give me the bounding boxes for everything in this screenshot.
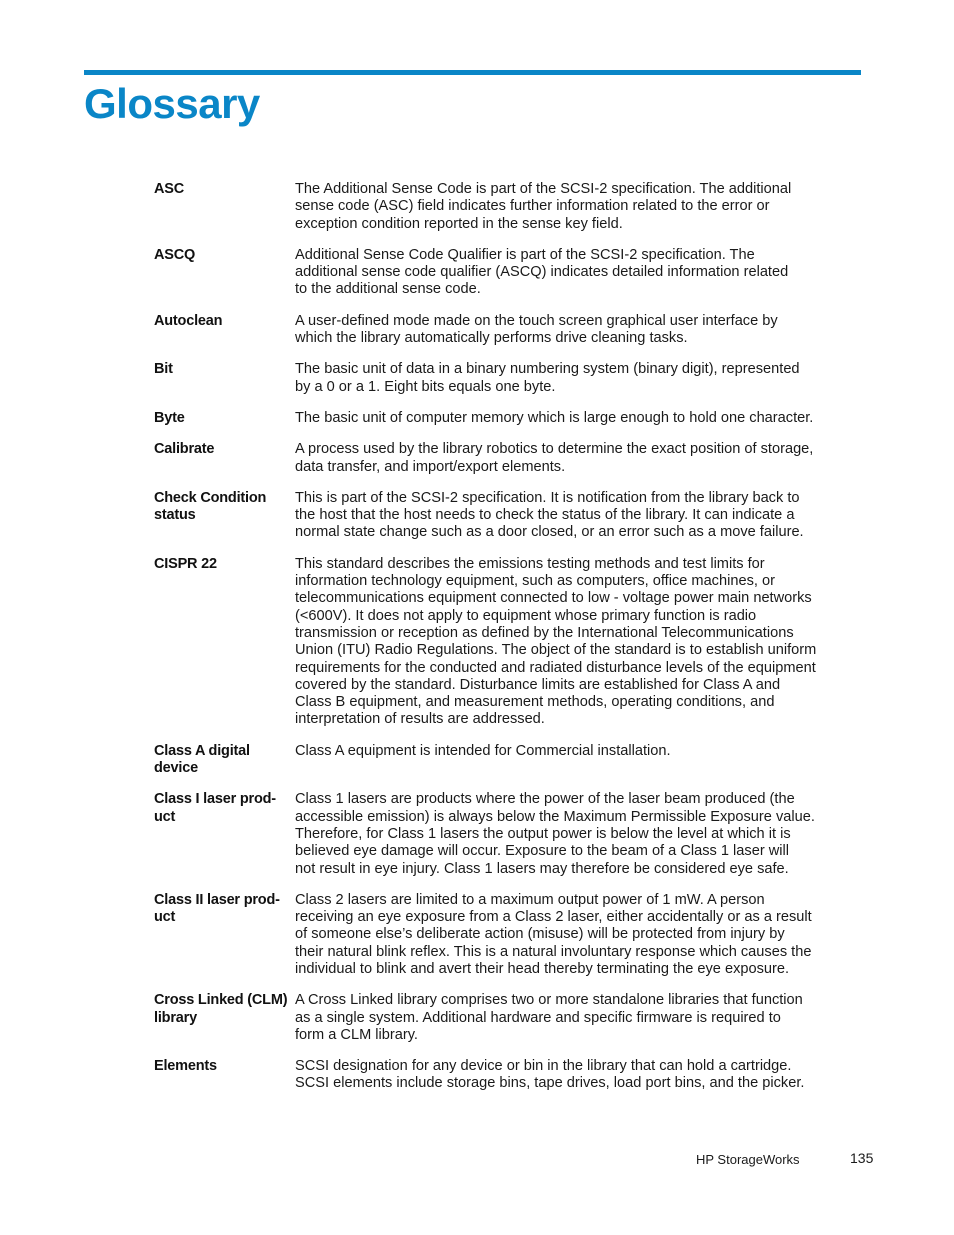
glossary-term: Autoclean: [154, 312, 223, 329]
glossary-term: ASC: [154, 181, 185, 197]
glossary-entry-cispr-22: [154, 556, 844, 729]
glossary-entry-class-i-laser-product: [154, 791, 844, 877]
glossary-definition: SCSI designation for any device or bin in the library that can hold a cartridge. SCSI elements include storage bins, tape drives, load port bins, and the picker.: [295, 1058, 805, 1092]
glossary-entry-autoclean: [154, 313, 844, 348]
title-rule: [84, 70, 861, 75]
page-number: 135: [850, 1150, 874, 1166]
glossary-definition: A Cross Linked library comprises two or more standalone libraries that function as a single system. Additional hardware and specific firmware is required to form a CLM library.: [295, 992, 803, 1043]
glossary-definition: This is part of the SCSI-2 specification. It is notification from the library back to the host that the host needs to check the status of the library. It can indicate a normal state change such as a door closed, or an error such as a move failure.: [295, 489, 804, 541]
glossary-list: [154, 181, 844, 1107]
glossary-term: Class I laser prod- uct: [154, 791, 276, 825]
glossary-definition: Class 1 lasers are products where the power of the laser beam produced (the accessible emission) is always below the Maximum Permissible Exposure value. Therefore, for Class 1 lasers the output power is below the level at which it is believed eye damage will occur. Exposure to the beam of a Class 1 laser will not result in eye injury. Class 1 lasers may therefore be considered eye safe.: [295, 791, 815, 877]
glossary-definition: Class 2 lasers are limited to a maximum output power of 1 mW. A person receiving an eye exposure from a Class 2 laser, either accidentally or as a result of someone else’s deliberate action (misuse) will be protected from injury by their natural blink reflex. This is a natural involuntary response which causes the individual to blink and avert their head thereby terminating the eye exposure.: [295, 891, 812, 977]
glossary-entry-class-ii-laser-product: [154, 892, 844, 978]
glossary-definition: The basic unit of computer memory which is large enough to hold one character.: [295, 409, 814, 426]
glossary-term: CISPR 22: [154, 555, 217, 572]
glossary-entry-byte: [154, 410, 844, 427]
page-title: Glossary: [84, 80, 260, 127]
glossary-term: Check Condition status: [154, 489, 267, 524]
glossary-entry-bit: [154, 361, 844, 396]
glossary-definition: The basic unit of data in a binary numbering system (binary digit), represented by a 0 or a 1. Eight bits equals one byte.: [295, 361, 800, 395]
glossary-term: Byte: [154, 409, 185, 426]
glossary-definition: A user-defined mode made on the touch screen graphical user interface by which the library automatically performs drive cleaning tasks.: [295, 312, 778, 347]
glossary-definition: The Additional Sense Code is part of the SCSI-2 specification. The additional sense code (ASC) field indicates further information related to the error or exception condition reported in the sense key field.: [295, 181, 792, 232]
glossary-term: Bit: [154, 361, 173, 378]
glossary-definition: This standard describes the emissions testing methods and test limits for information technology equipment, such as computers, office machines, or telecommunications equipment connected to low - voltage power main networks (<600V). It does not apply to equipment whose primary function is radio transmission or reception as defined by the International Telecommunications Union (ITU) Radio Regulations. The object of the standard is to establish uniform requirements for the conducted and radiated disturbance levels of the equipment covered by the standard. Disturbance limits are established for Class A and Class B equipment, and measurement methods, operating conditions, and interpretation of results are addressed.: [295, 555, 817, 728]
glossary-entry-cross-linked-library: [154, 992, 844, 1044]
glossary-entry-calibrate: [154, 441, 844, 476]
glossary-definition: Additional Sense Code Qualifier is part of the SCSI-2 specification. The additional sense code qualifier (ASCQ) indicates detailed information related to the additional sense code.: [295, 246, 789, 298]
glossary-entry-asc: [154, 181, 844, 233]
glossary-entry-ascq: [154, 247, 844, 299]
glossary-term: Class II laser prod- uct: [154, 891, 280, 926]
glossary-term: ASCQ: [154, 246, 196, 263]
glossary-definition: A process used by the library robotics to determine the exact position of storage, data transfer, and import/export elements.: [295, 441, 814, 475]
glossary-definition: Class A equipment is intended for Commercial installation.: [295, 742, 671, 759]
glossary-term: Calibrate: [154, 441, 215, 458]
glossary-term: Class A digital device: [154, 742, 250, 777]
footer-brand: HP StorageWorks: [696, 1152, 800, 1167]
glossary-entry-class-a-digital-device: [154, 743, 844, 778]
glossary-term: Cross Linked (CLM) library: [154, 992, 288, 1026]
glossary-entry-elements: [154, 1058, 844, 1093]
glossary-term: Elements: [154, 1058, 217, 1075]
glossary-entry-check-condition-status: [154, 490, 844, 542]
